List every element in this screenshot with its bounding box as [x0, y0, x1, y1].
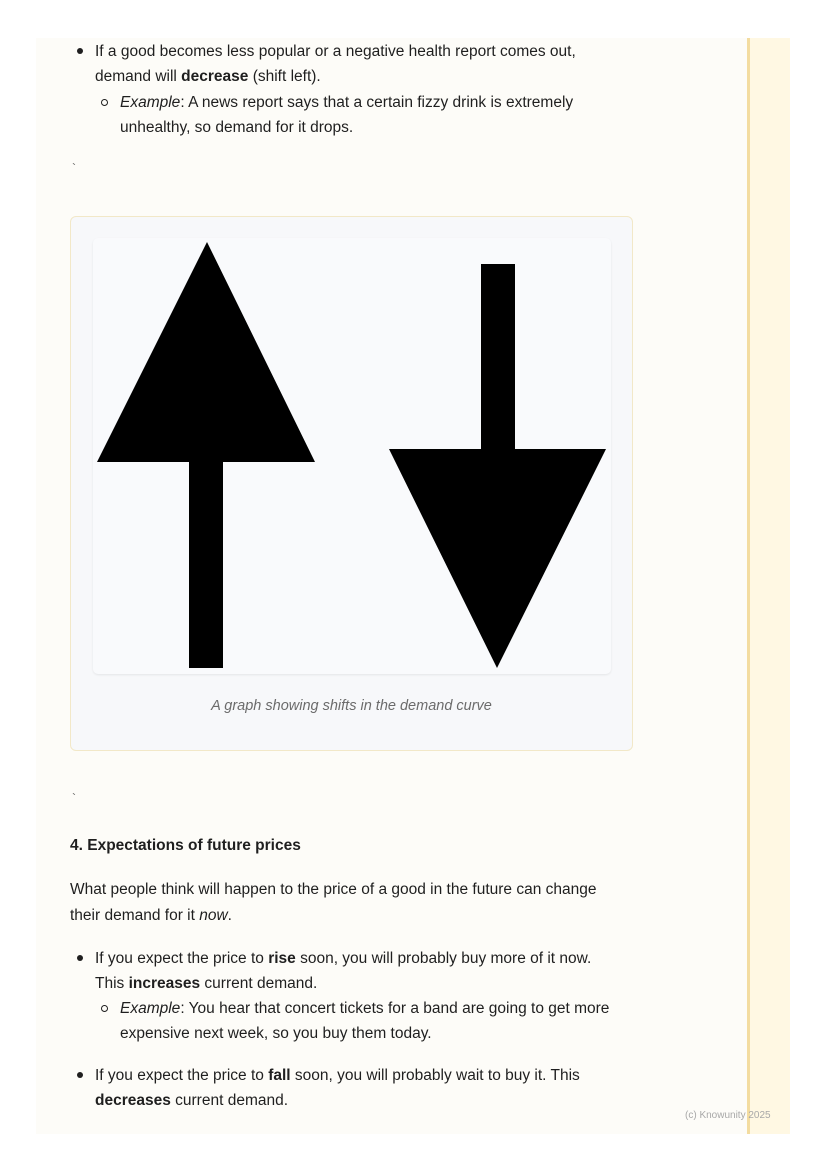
- list-bullet: [77, 955, 83, 961]
- italic-text: now: [199, 907, 228, 924]
- paragraph-line: What people think will happen to the price of a good in the future can change: [70, 881, 597, 898]
- text-span: If you expect the price to: [95, 1067, 269, 1084]
- text-span: soon, you will probably wait to buy it. This: [290, 1067, 580, 1084]
- bold-text: fall: [268, 1067, 291, 1084]
- text-span: current demand.: [200, 975, 318, 992]
- list-item-line: [95, 1063, 580, 1088]
- bold-text: decrease: [181, 68, 249, 85]
- sub-list-item-line: [120, 996, 609, 1021]
- text-span: .: [227, 907, 232, 924]
- sub-list-bullet: [101, 1005, 108, 1012]
- list-item-line: If a good becomes less popular or a negative health report comes out,: [95, 43, 576, 60]
- down-arrow-icon: [389, 264, 606, 668]
- text-span: This: [95, 975, 129, 992]
- up-arrow-icon: [97, 242, 315, 668]
- sub-list-bullet: [101, 99, 108, 106]
- italic-label: Example: [120, 94, 181, 111]
- text-span: current demand.: [170, 1092, 289, 1109]
- sub-list-item-line: unhealthy, so demand for it drops.: [120, 119, 354, 136]
- figure-image: [93, 238, 611, 674]
- italic-label: Example: [120, 1000, 181, 1017]
- arrows-graphic: [93, 238, 611, 674]
- list-bullet: [77, 48, 83, 54]
- tick-mark: `: [72, 161, 76, 175]
- bold-text: rise: [268, 950, 296, 967]
- bold-text: increases: [128, 975, 201, 992]
- tick-mark: `: [72, 791, 76, 805]
- text-span: : You hear that concert tickets for a band are going to get more: [180, 1000, 610, 1017]
- sub-list-item-line: expensive next week, so you buy them today.: [120, 1025, 432, 1042]
- figure-caption: A graph showing shifts in the demand curve: [211, 698, 492, 714]
- sub-list-item-line: [120, 90, 573, 115]
- list-item-line: [95, 64, 321, 89]
- copyright-notice: (c) Knowunity 2025: [685, 1110, 771, 1121]
- paragraph-line: [70, 903, 232, 928]
- list-bullet: [77, 1072, 83, 1078]
- text-span: demand will: [95, 68, 182, 85]
- text-span: soon, you will probably buy more of it now.: [295, 950, 592, 967]
- text-span: If you expect the price to: [95, 950, 269, 967]
- list-item-line: [95, 1088, 288, 1113]
- text-span: (shift left).: [248, 68, 321, 85]
- list-item-line: [95, 946, 591, 971]
- text-span: their demand for it: [70, 907, 200, 924]
- bold-text: decreases: [95, 1092, 171, 1109]
- section-heading: 4. Expectations of future prices: [70, 837, 301, 854]
- list-item-line: [95, 971, 317, 996]
- text-span: : A news report says that a certain fizzy drink is extremely: [180, 94, 574, 111]
